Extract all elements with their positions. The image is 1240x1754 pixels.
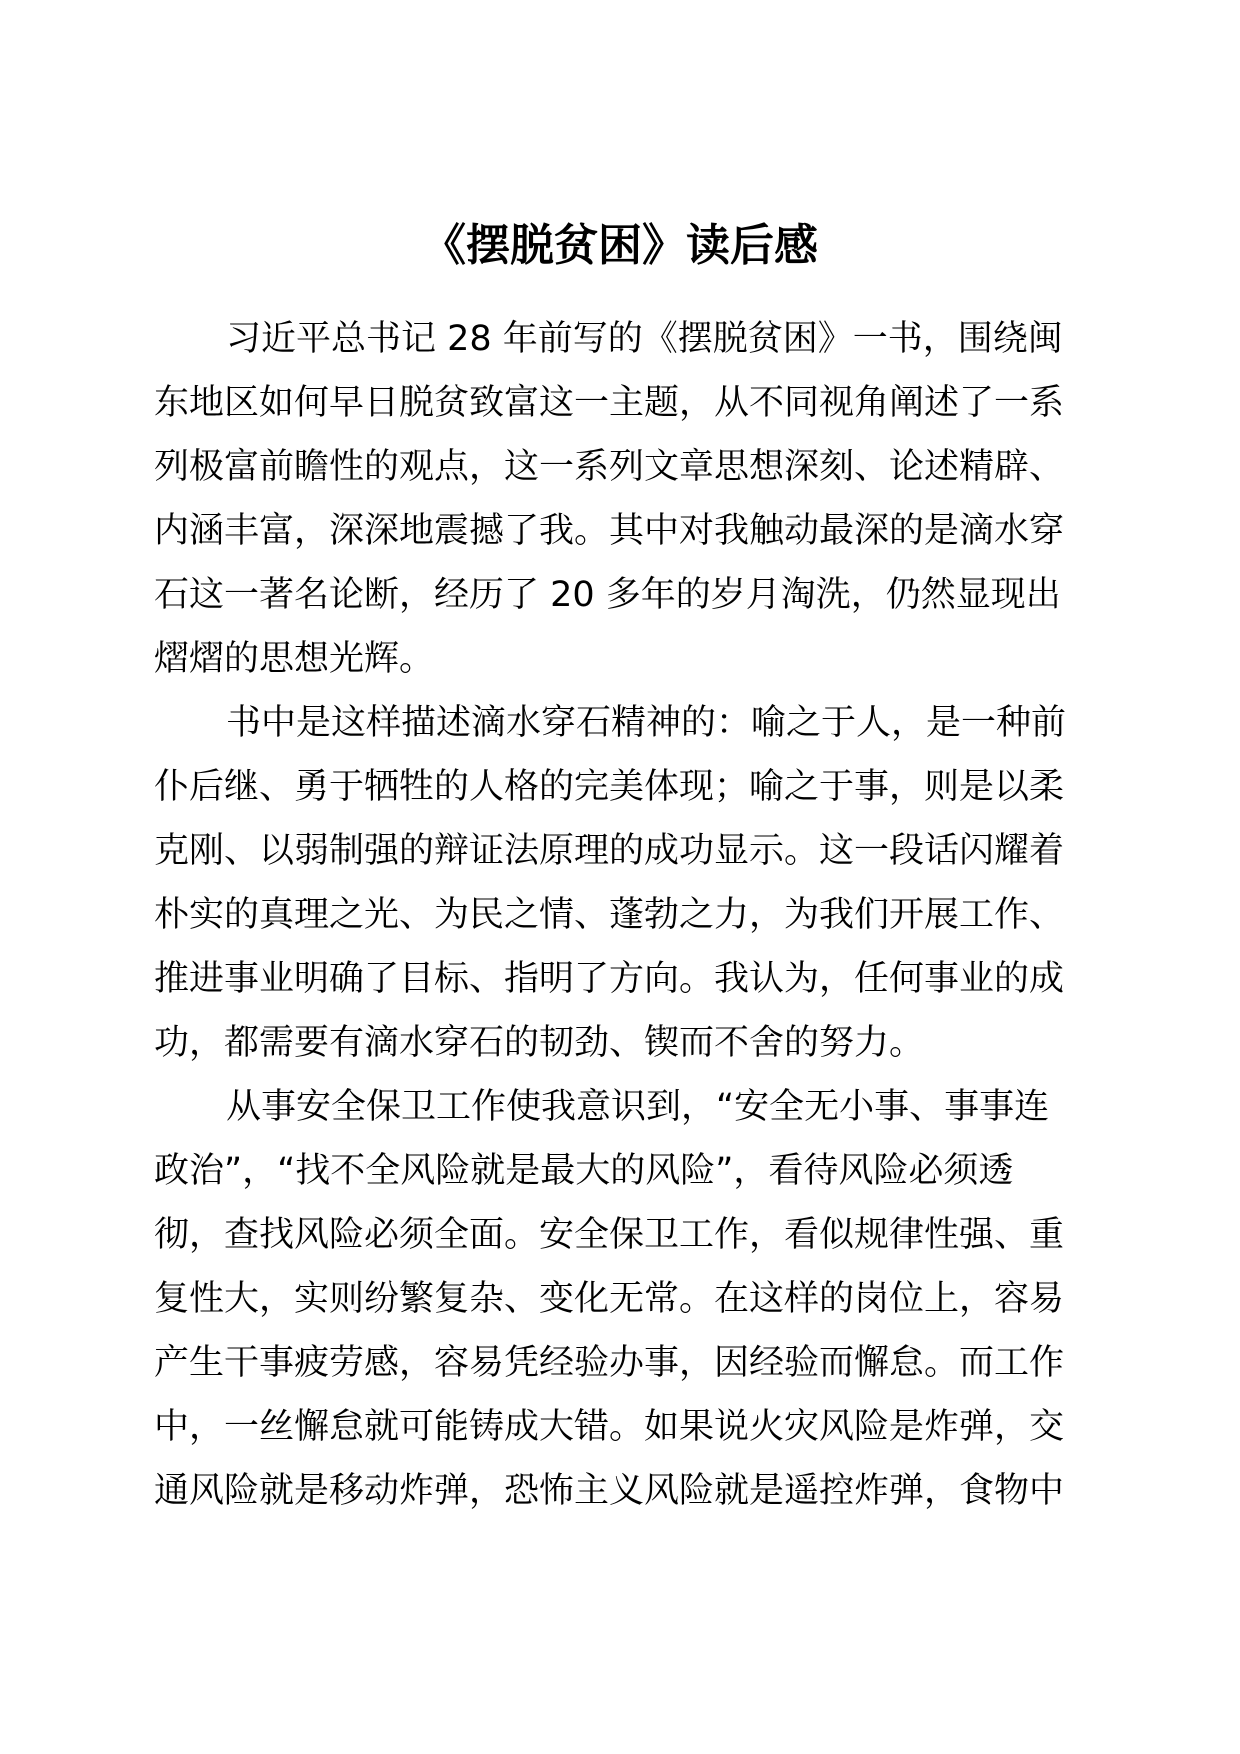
paragraph-3-line-6: 中，一丝懈怠就可能铸成大错。如果说火灾风险是炸弹，交 xyxy=(154,1407,1065,1447)
paragraph-1-line-1: 习近平总书记 28 年前写的《摆脱贫困》一书，围绕闽 xyxy=(226,319,1063,359)
paragraph-2-line-6: 功，都需要有滴水穿石的韧劲、锲而不舍的努力。 xyxy=(154,1023,925,1063)
paragraph-3-line-3: 彻，查找风险必须全面。安全保卫工作，看似规律性强、重 xyxy=(154,1215,1065,1255)
paragraph-1-line-2: 东地区如何早日脱贫致富这一主题，从不同视角阐述了一系 xyxy=(154,383,1065,423)
paragraph-3-line-1: 从事安全保卫工作使我意识到，“安全无小事、事事连 xyxy=(226,1087,1050,1127)
paragraph-2-line-1: 书中是这样描述滴水穿石精神的：喻之于人，是一种前 xyxy=(226,703,1067,743)
document-body xyxy=(154,307,1086,1523)
paragraph-2-line-2: 仆后继、勇于牺牲的人格的完美体现；喻之于事，则是以柔 xyxy=(154,767,1065,807)
document-title: 《摆脱贫困》读后感 xyxy=(422,220,818,271)
paragraph-1-line-6: 熠熠的思想光辉。 xyxy=(154,639,435,679)
paragraph-2-line-3: 克刚、以弱制强的辩证法原理的成功显示。这一段话闪耀着 xyxy=(154,831,1065,871)
paragraph-3-line-5: 产生干事疲劳感，容易凭经验办事，因经验而懈怠。而工作 xyxy=(154,1343,1065,1383)
paragraph-1-line-4: 内涵丰富，深深地震撼了我。其中对我触动最深的是滴水穿 xyxy=(154,511,1065,551)
paragraph-2-line-4: 朴实的真理之光、为民之情、蓬勃之力，为我们开展工作、 xyxy=(154,895,1065,935)
paragraph-1-line-3: 列极富前瞻性的观点，这一系列文章思想深刻、论述精辟、 xyxy=(154,447,1065,487)
paragraph-2-line-5: 推进事业明确了目标、指明了方向。我认为，任何事业的成 xyxy=(154,959,1065,999)
paragraph-3-line-2: 政治”，“找不全风险就是最大的风险”，看待风险必须透 xyxy=(154,1151,1014,1191)
paragraph-3-line-4: 复性大，实则纷繁复杂、变化无常。在这样的岗位上，容易 xyxy=(154,1279,1065,1319)
paragraph-1-line-5: 石这一著名论断，经历了 20 多年的岁月淘洗，仍然显现出 xyxy=(154,575,1061,615)
paragraph-3-line-7: 通风险就是移动炸弹，恐怖主义风险就是遥控炸弹，食物中 xyxy=(154,1471,1065,1511)
